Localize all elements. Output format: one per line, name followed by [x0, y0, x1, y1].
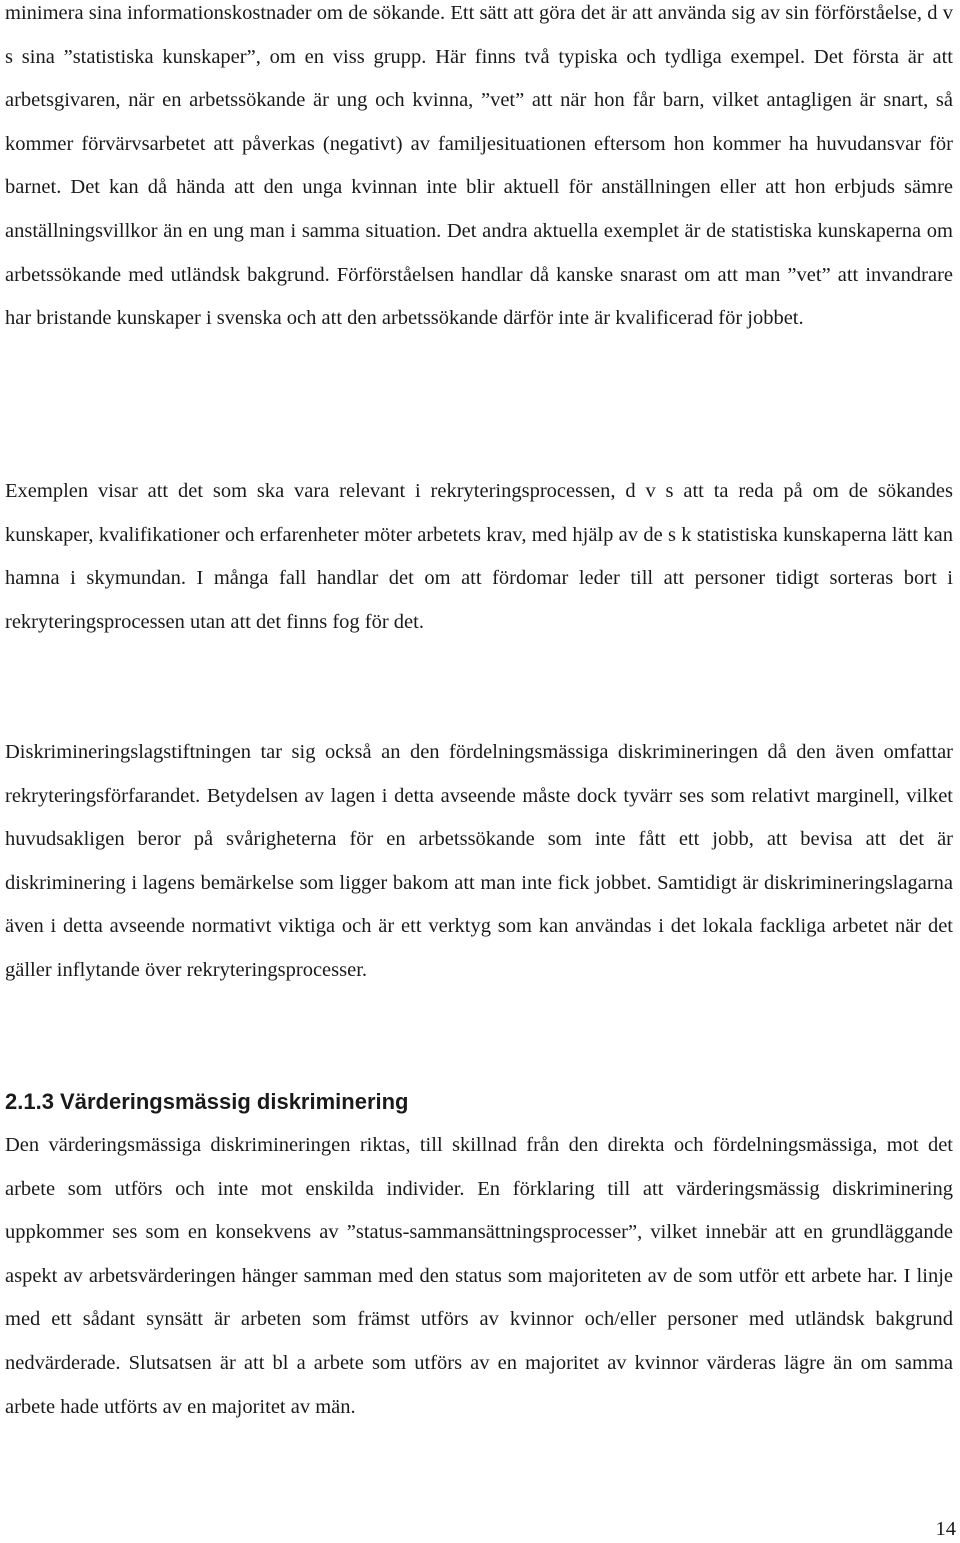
section-paragraph: Den värderingsmässiga diskrimineringen riktas, till skillnad från den direkta och fördelningsmässiga, mot det arbete som utförs och inte mot enskilda individer. En förklaring till att värderingsmässig diskriminering uppkommer ses som en konsekvens av ”status-sammansättningsprocesser”, vilket innebär att en grundläggande aspekt av arbetsvärderingen hänger samman med den status som majoriteten av de som utför ett arbete har. I linje med ett sådant synsätt är arbeten som främst utförs av kvinnor och/eller personer med utländsk bakgrund nedvärderade. Slutsatsen är att bl a arbete som utförs av en majoritet av kvinnor värderas lägre än om samma arbete hade utförts av en majoritet av män.: [5, 1134, 953, 1418]
body-paragraph: Exemplen visar att det som ska vara relevant i rekryteringsprocessen, d v s att ta reda på om de sökandes kunskaper, kvalifikationer och erfarenheter möter arbetets krav, med hjälp av de s k statistiska kunskaperna lätt kan hamna i skymundan. I många fall handlar det om att fördomar leder till att personer tidigt sorteras bort i rekryteringsprocessen utan att det finns fog för det.: [5, 480, 953, 633]
page-number: 14: [935, 1518, 956, 1540]
body-paragraph: minimera sina informationskostnader om de sökande. Ett sätt att göra det är att använda sig av sin förförståelse, d v s sina ”statistiska kunskaper”, om en viss grupp. Här finns två typiska och tydliga exempel. Det första är att arbetsgivaren, när en arbetssökande är ung och kvinna, ”vet” att när hon får barn, vilket antagligen är snart, så kommer förvärvsarbetet att påverkas (negativt) av familjesituationen eftersom hon kommer ha huvudansvar för barnet. Det kan då hända att den unga kvinnan inte blir aktuell för anställningen eller att hon erbjuds sämre anställningsvillkor än en ung man i samma situation. Det andra aktuella exemplet är de statistiska kunskaperna om arbetssökande med utländsk bakgrund. Förförståelsen handlar då kanske snarast om att man ”vet” att invandrare har bristande kunskaper i svenska och att den arbetssökande därför inte är kvalificerad för jobbet.: [5, 2, 953, 330]
section-heading: 2.1.3 Värderingsmässig diskriminering: [5, 1089, 409, 1114]
body-paragraph: Diskrimineringslagstiftningen tar sig också an den fördelningsmässiga diskrimineringen då den även omfattar rekryteringsförfarandet. Betydelsen av lagen i detta avseende måste dock tyvärr ses som relativt marginell, vilket huvudsakligen beror på svårigheterna för en arbetssökande som inte fått ett jobb, att bevisa att det är diskriminering i lagens bemärkelse som ligger bakom att man inte fick jobbet. Samtidigt är diskrimineringslagarna även i detta avseende normativt viktiga och är ett verktyg som kan användas i det lokala fackliga arbetet när det gäller inflytande över rekryteringsprocesser.: [5, 741, 953, 981]
